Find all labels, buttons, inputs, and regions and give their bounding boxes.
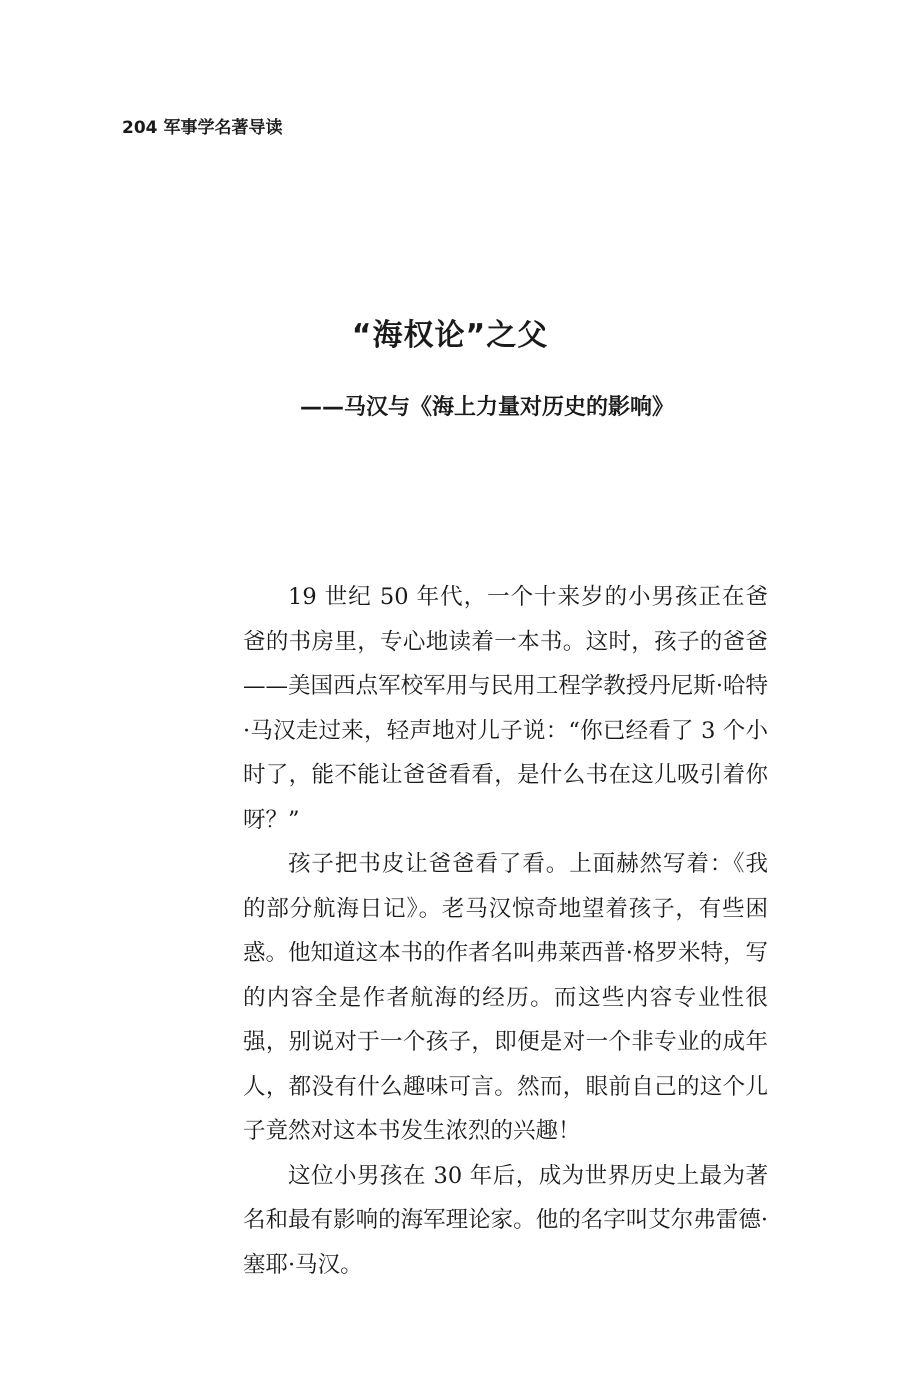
running-header bbox=[122, 113, 283, 138]
chapter-title: “海权论”之父 bbox=[351, 318, 549, 353]
body-text bbox=[243, 575, 768, 1287]
chapter-subtitle: ——马汉与《海上力量对历史的影响》 bbox=[300, 395, 675, 420]
page-number: 204 bbox=[122, 118, 158, 138]
paragraph: 这位小男孩在 30 年后，成为世界历史上最为著名和最有影响的海军理论家。他的名字叫艾尔弗雷德·塞耶·马汉。 bbox=[243, 1162, 768, 1278]
paragraph: 孩子把书皮让爸爸看了看。上面赫然写着：《我的部分航海日记》。老马汉惊奇地望着孩子，有些困惑。他知道这本书的作者名叫弗莱西普·格罗米特，写的内容全是作者航海的经历。而这些内容专业性很强，别说对于一个孩子，即便是对一个非专业的成年人，都没有什么趣味可言。然而，眼前自己的这个儿子竟然对这本书发生浓烈的兴趣！ bbox=[243, 851, 768, 1144]
paragraph: 19 世纪 50 年代，一个十来岁的小男孩正在爸爸的书房里，专心地读着一本书。这时，孩子的爸爸——美国西点军校军用与民用工程学教授丹尼斯·哈特·马汉走过来，轻声地对儿子说：“你已经看了 3 个小时了，能不能让爸爸看看，是什么书在这儿吸引着你呀？” bbox=[243, 584, 768, 833]
book-title: 军事学名著导读 bbox=[163, 118, 283, 138]
